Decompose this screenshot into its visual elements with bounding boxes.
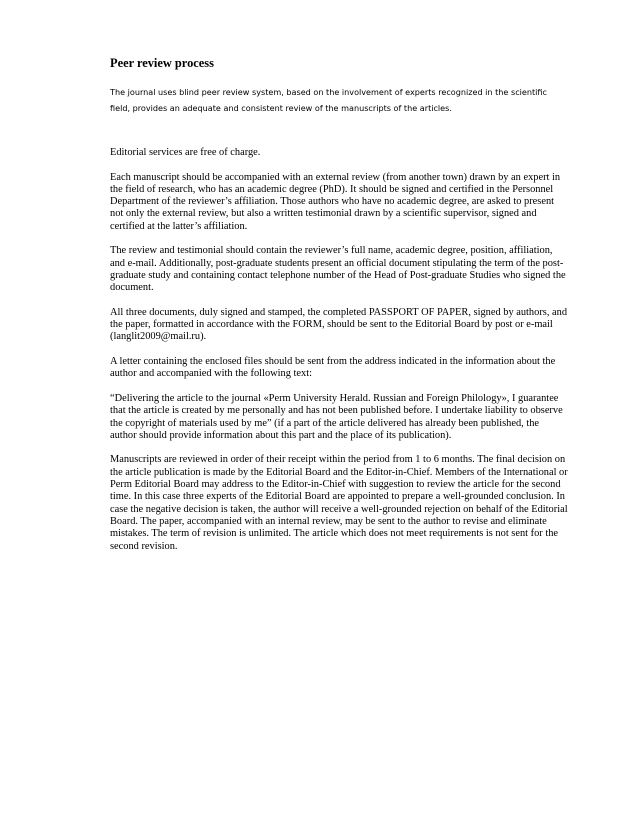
paragraph-submission-documents: All three documents, duly signed and stamped, the completed PASSPORT OF PAPER, signed by authors, and the paper, formatted in accordance with the FORM, should be sent to the Editorial Board by post or e-mail (langlit2009@mail.ru). — [110, 306, 568, 343]
paragraph-letter-instructions: A letter containing the enclosed files should be sent from the address indicated in the information about the author and accompanied with the following text: — [110, 356, 556, 380]
paragraph-author-guarantee: “Delivering the article to the journal «Perm University Herald. Russian and Foreign Philology», I guarantee that the article is created by me personally and has not been published before. I undertake liability to observe the copyright of materials used by me” (if a part of the article delivered has already been published, the author should provide information about this part and the place of its publication). — [110, 392, 563, 441]
paragraph-free-of-charge: Editorial services are free of charge. — [110, 147, 261, 158]
paragraph-review-timeline: Manuscripts are reviewed in order of their receipt within the period from 1 to 6 months. The final decision on the article publication is made by the Editorial Board and the Editor-in-Chief. Members of the International or Perm Editorial Board may address to the Editor-in-Chief with suggestion to review the article for the second time. In this case three experts of the Editorial Board are appointed to prepare a well-grounded conclusion. In case the negative decision is taken, the author will receive a well-grounded rejection on behalf of the Editorial Board. The paper, accompanied with an internal review, may be sent to the author to revise and eliminate mistakes. The term of revision is unlimited. The article which does not meet requirements is not sent for the second revision. — [110, 454, 568, 552]
paragraph-external-review: Each manuscript should be accompanied with an external review (from another town) drawn by an expert in the field of research, who has an academic degree (PhD). It should be signed and certified in the Personnel Department of the reviewer’s affiliation. Those authors who have no academic degree, are asked to present not only the external review, but also a written testimonial drawn by a scientific supervisor, signed and certified at the latter’s affiliation. — [110, 171, 561, 232]
intro-paragraph: The journal uses blind peer review system, based on the involvement of experts recognized in the scientific field, provides an adequate and consistent review of the manuscripts of the articles. — [110, 87, 547, 113]
paragraph-review-contents: The review and testimonial should contain the reviewer’s full name, academic degree, position, affiliation, and e-mail. Additionally, post-graduate students present an official document stipulating the term of the post-graduate study and containing contact telephone number of the Head of Post-graduate Studies who signed the document. — [110, 245, 566, 294]
page-title: Peer review process — [110, 56, 214, 70]
body-text — [110, 147, 568, 565]
